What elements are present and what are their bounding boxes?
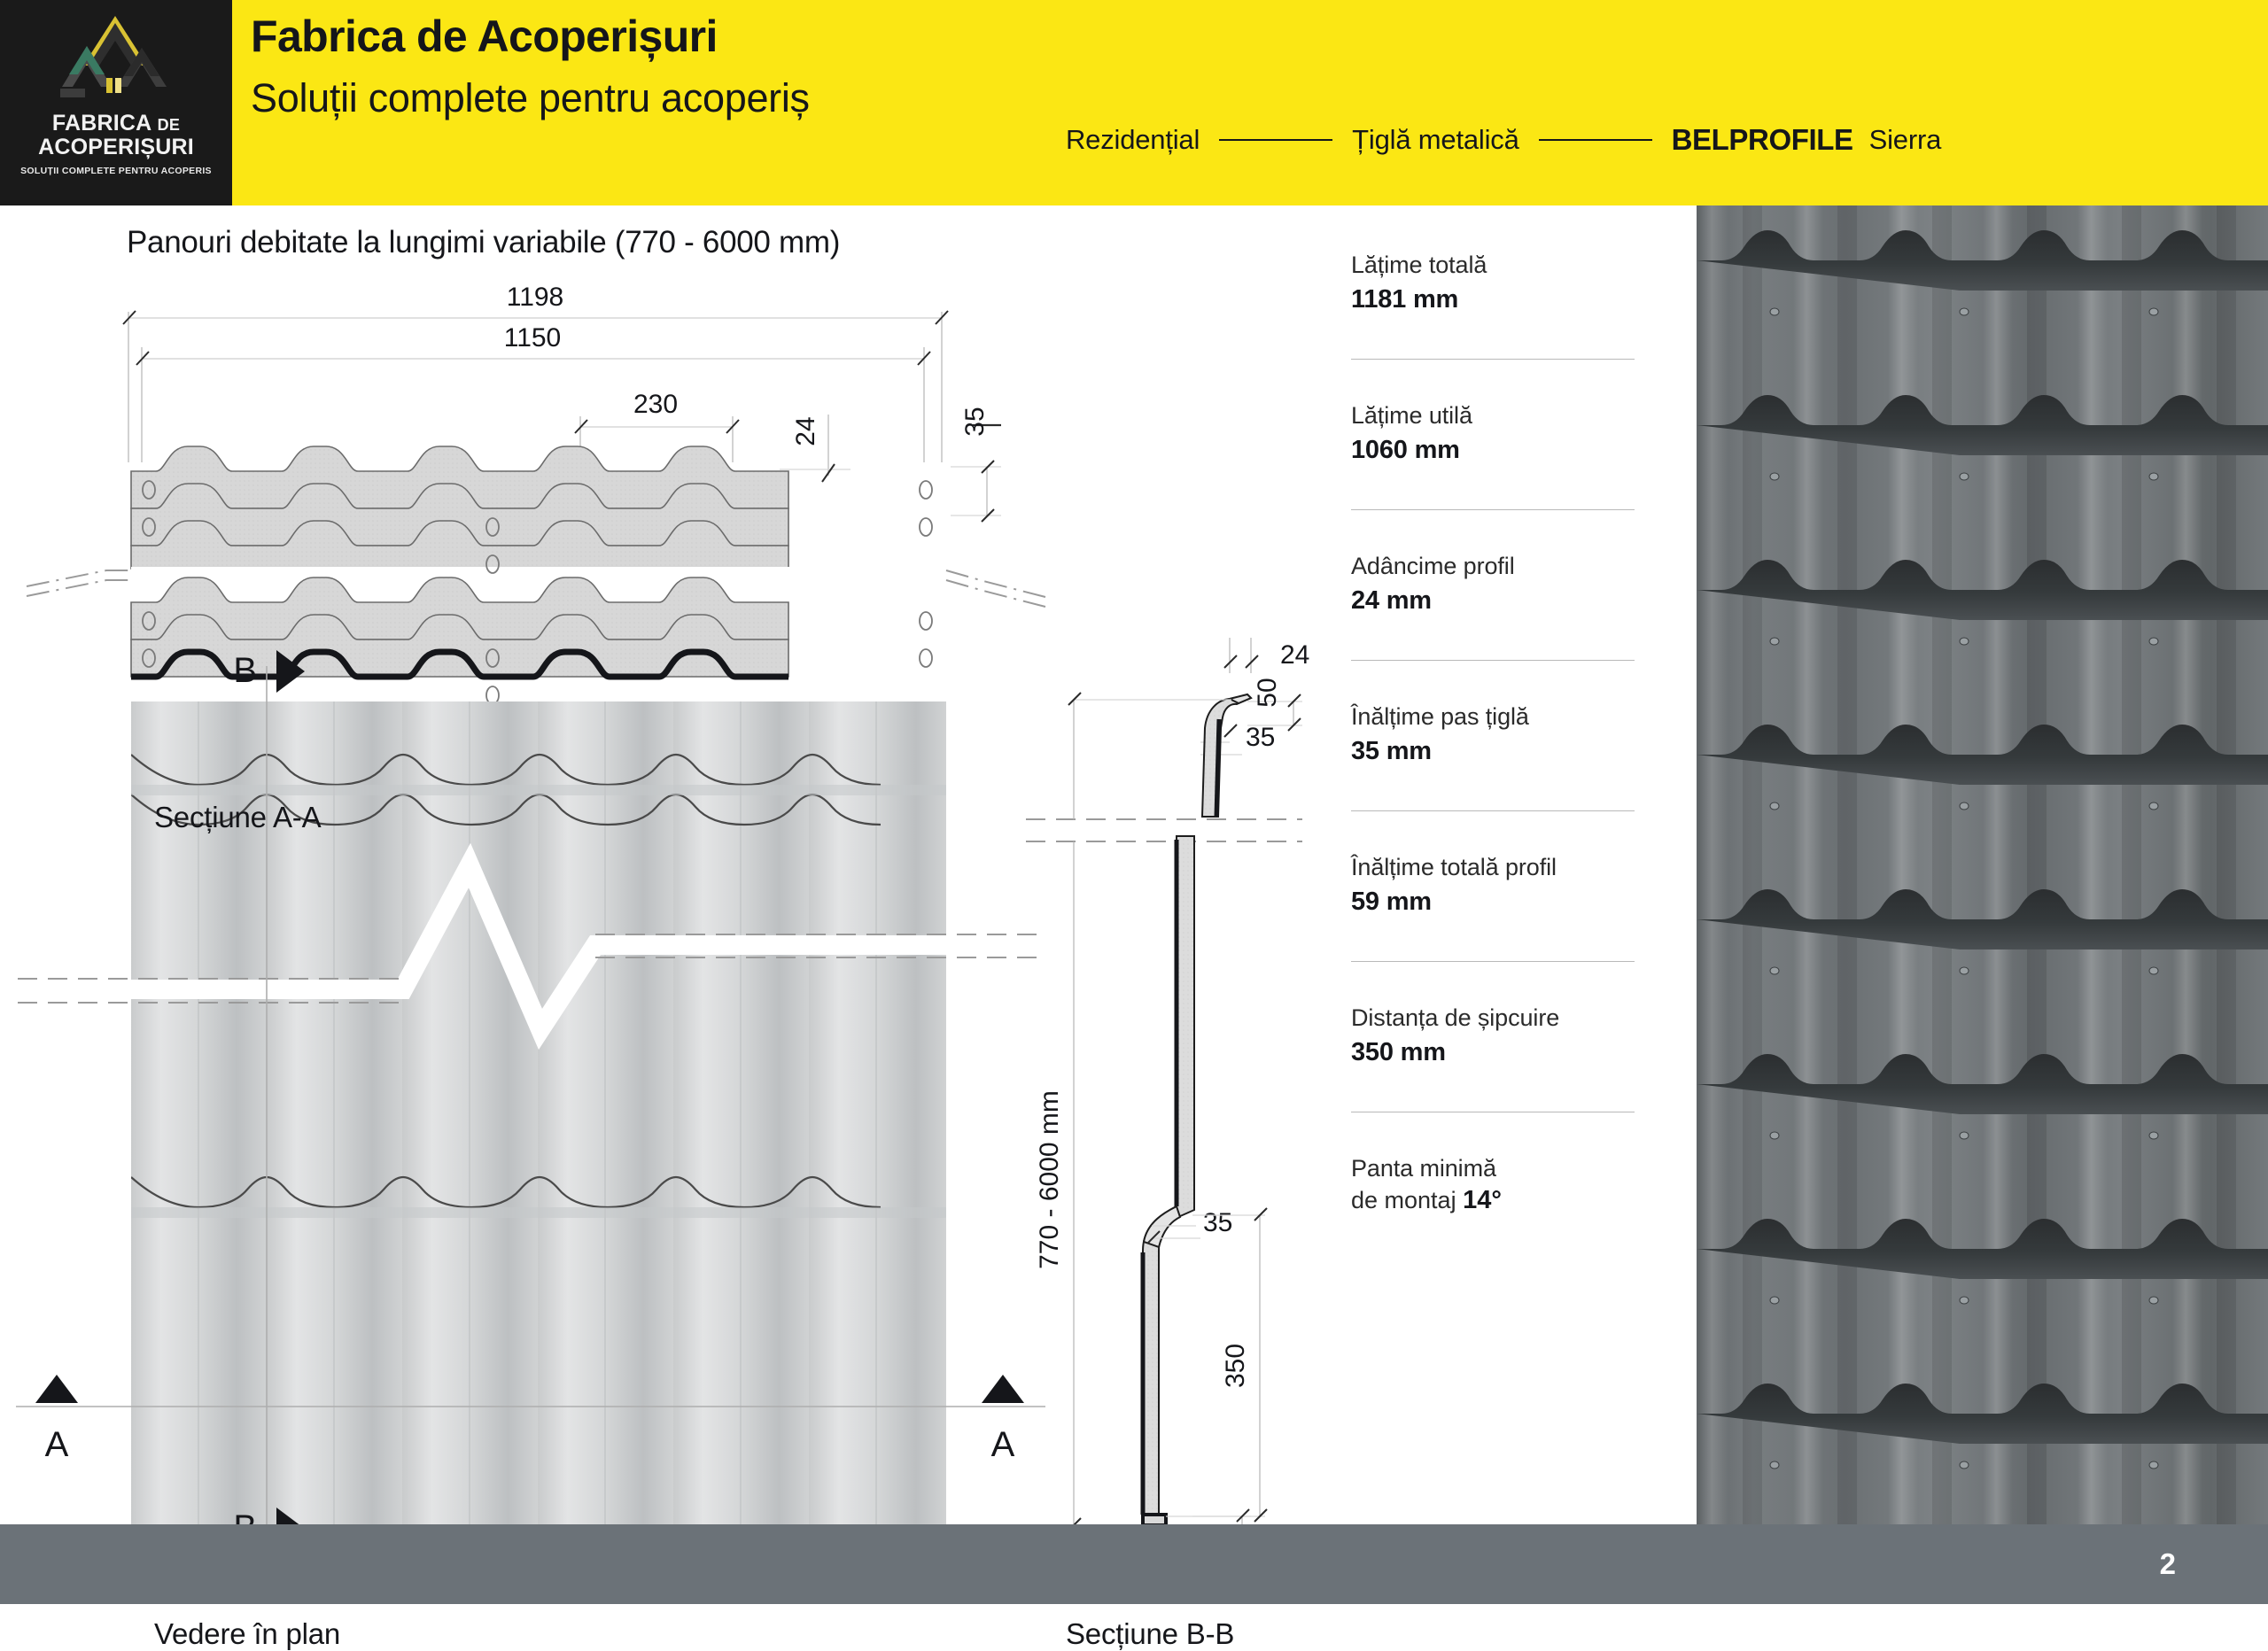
page-number: 2: [2159, 1547, 2176, 1580]
a-left-arrow-icon: [35, 1375, 78, 1403]
caption-section-bb: Secțiune B-B: [1066, 1617, 1235, 1650]
spec-value-6: [1351, 1184, 1635, 1216]
dim-bb-35b-label: 35: [1203, 1208, 1233, 1237]
spec-label-6: Panta minimă: [1351, 1155, 1496, 1182]
dim-bb-step-b: [1147, 1208, 1232, 1244]
logo-company-name: [38, 112, 194, 159]
spec-value-6b: 14°: [1463, 1185, 1502, 1214]
page-title: Fabrica de Acoperișuri: [251, 12, 718, 61]
breadcrumb-model: Sierra: [1868, 124, 1942, 155]
breadcrumb-product-type[interactable]: Țiglă metalică: [1352, 124, 1519, 155]
dim-35-label: 35: [960, 407, 990, 437]
spec-label-3: Înălțime pas țiglă: [1351, 703, 1529, 730]
spec-label-5: Distanța de șipcuire: [1351, 1004, 1560, 1031]
dim-profile-depth: [780, 415, 850, 482]
plan-view-drawing: [0, 639, 1063, 1623]
b-top-arrow-icon: [276, 650, 305, 693]
spec-label-2: Adâncime profil: [1351, 553, 1515, 579]
dim-bb-350-label: 350: [1221, 1343, 1250, 1389]
drawings-heading: Panouri debitate la lungimi variabile (770 - 6000 mm): [127, 225, 841, 260]
marker-a-left: A: [44, 1425, 69, 1464]
dim-24-label: 24: [791, 416, 820, 446]
spec-value-3: 35 mm: [1351, 736, 1432, 765]
spec-value-4: 59 mm: [1351, 887, 1432, 916]
spec-item-0: [1351, 251, 1635, 315]
spec-value-5: 350 mm: [1351, 1037, 1446, 1066]
marker-b-top: B: [233, 651, 257, 690]
dim-step-height: [951, 407, 1001, 522]
company-logo: [0, 0, 232, 205]
dim-bb-length-label: 770 - 6000 mm: [1035, 1090, 1064, 1269]
logo-tagline: SOLUȚII COMPLETE PENTRU ACOPERIS: [20, 165, 212, 176]
dim-bb-batten: [1192, 1208, 1267, 1522]
spec-value-1: 1060 mm: [1351, 435, 1460, 464]
roof-tile-photo-illustration: [1697, 205, 2268, 1524]
spec-item-1: [1351, 401, 1635, 466]
breadcrumb-brand: BELPROFILE: [1671, 123, 1853, 156]
bb-upper-profile: [1202, 694, 1251, 817]
spec-value-0: 1181 mm: [1351, 284, 1459, 314]
dim-bb-length: [1035, 693, 1231, 1531]
breadcrumb-separator-2-icon: [1539, 139, 1652, 141]
dim-1150-label: 1150: [503, 323, 562, 353]
product-photo: [1697, 205, 2268, 1524]
breadcrumb-category[interactable]: Rezidențial: [1066, 124, 1200, 155]
spec-label-0: Lățime totală: [1351, 252, 1487, 278]
spec-item-6: [1351, 1154, 1635, 1216]
dim-1198-label: 1198: [506, 283, 564, 312]
logo-name-de: DE: [157, 116, 181, 134]
dim-total-width: [123, 283, 948, 462]
dim-230-label: 230: [633, 390, 679, 419]
logo-name-line1: FABRICA: [51, 111, 151, 136]
breadcrumb: [1066, 123, 1941, 157]
plan-tile-field: [131, 701, 946, 1587]
spec-item-5: [1351, 1004, 1635, 1068]
dim-bb-24-label: 24: [1280, 640, 1310, 670]
marker-a-right: A: [990, 1425, 1015, 1464]
caption-section-aa: Secțiune A-A: [154, 801, 322, 833]
page-subtitle: Soluții complete pentru acoperiș: [251, 75, 810, 120]
spec-item-4: [1351, 853, 1635, 918]
dim-bb-50-label: 50: [1253, 678, 1282, 708]
spec-item-3: [1351, 702, 1635, 767]
spec-label-6b: de montaj: [1351, 1186, 1456, 1213]
breadcrumb-separator-icon: [1219, 139, 1332, 141]
dim-bb-35a-label: 35: [1246, 723, 1276, 752]
logo-mountain-icon: [50, 11, 183, 110]
caption-plan-view: Vedere în plan: [154, 1617, 341, 1650]
a-right-arrow-icon: [982, 1375, 1024, 1403]
logo-name-line2: ACOPERIȘURI: [38, 134, 194, 159]
spec-divider-0: [1351, 359, 1635, 360]
spec-divider-2: [1351, 660, 1635, 661]
section-bb-drawing: [1019, 631, 1391, 1623]
spec-item-2: [1351, 552, 1635, 616]
spec-value-2: 24 mm: [1351, 585, 1432, 615]
dim-bb-depth: [1224, 638, 1309, 673]
spec-divider-3: [1351, 810, 1635, 811]
bb-lower-profile: [1143, 836, 1194, 1525]
page-footer: [0, 1524, 2268, 1604]
spec-label-4: Înălțime totală profil: [1351, 854, 1557, 880]
spec-divider-4: [1351, 961, 1635, 962]
specifications-panel: [1351, 251, 1635, 1216]
page-header: [0, 0, 2268, 205]
spec-label-1: Lățime utilă: [1351, 402, 1472, 429]
spec-divider-1: [1351, 509, 1635, 510]
